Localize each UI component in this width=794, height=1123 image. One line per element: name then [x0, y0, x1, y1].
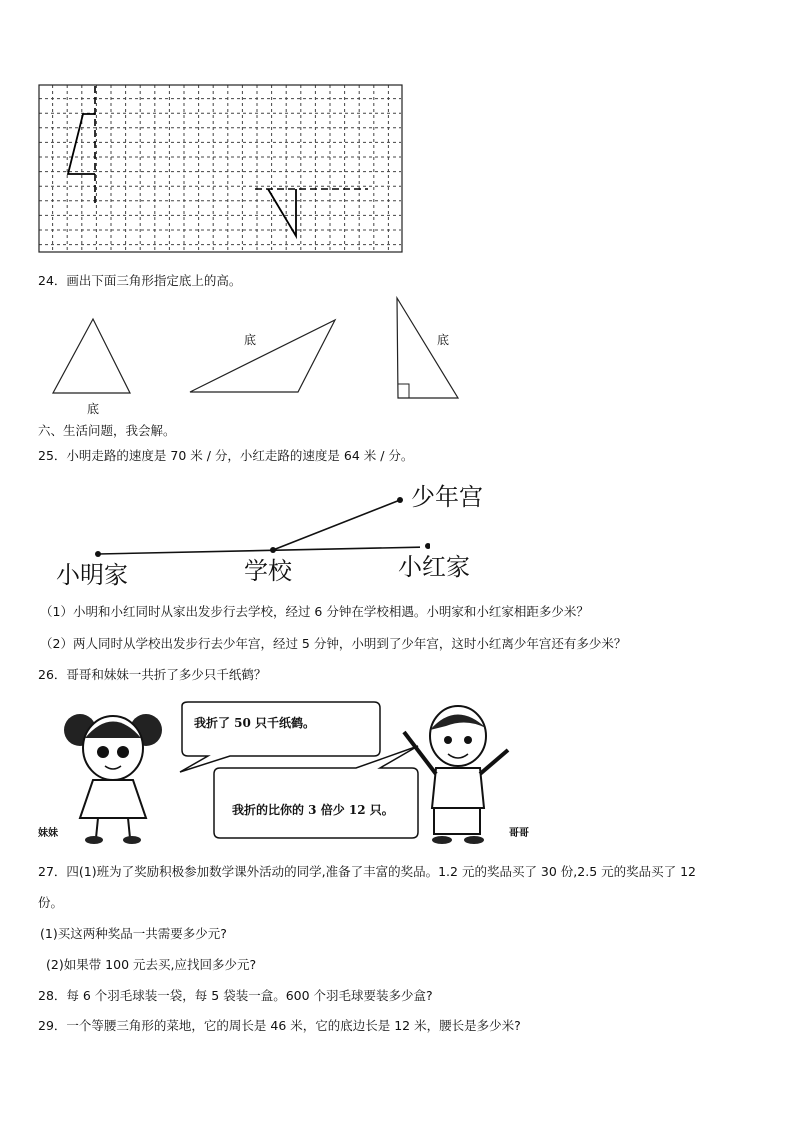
label-school: 学校	[244, 557, 292, 585]
route-school-to-palace	[273, 500, 400, 550]
question-27-part-1: (1)买这两种奖品一共需要多少元?	[40, 926, 227, 941]
grid-border	[39, 85, 402, 252]
grid-lines	[39, 85, 401, 251]
route-home-to-home	[98, 547, 420, 554]
question-25: 25．小明走路的速度是 70 米 / 分，小红走路的速度是 64 米 / 分。	[38, 448, 414, 463]
sister-label: 妹妹	[38, 828, 58, 839]
point-youth-palace	[397, 497, 403, 503]
point-school	[270, 547, 276, 553]
question-26: 26．哥哥和妹妹一共折了多少只千纸鹤？	[38, 667, 267, 682]
triangles-figure	[40, 290, 480, 410]
grid-figure	[38, 84, 404, 254]
section-6-heading: 六、生活问题，我会解。	[38, 423, 176, 438]
sister-illustration	[58, 700, 168, 845]
question-25-part-1: （1）小明和小红同时从家出发步行去学校，经过 6 分钟在学校相遇。小明家和小红家相距多少米？	[40, 604, 589, 619]
point-xiaoming-home	[95, 551, 101, 557]
right-angle-mark	[398, 384, 409, 398]
question-27-line-2: 份。	[38, 895, 64, 910]
question-25-part-2: （2）两人同时从学校出发步行去少年宫，经过 5 分钟，小明到了少年宫，这时小红离少年宫还有多少米？	[40, 636, 627, 651]
question-27-part-2: (2)如果带 100 元去买,应找回多少元?	[46, 957, 257, 972]
route-diagram	[90, 490, 420, 560]
half-triangle	[268, 189, 296, 236]
point-xiaohong-home-svg	[420, 540, 430, 550]
label-xiaoming-home: 小明家	[56, 561, 128, 589]
question-29: 29．一个等腰三角形的菜地，它的周长是 46 米，它的底边长是 12 米，腰长是多少米?	[38, 1018, 521, 1033]
bubble-sister-shape	[180, 702, 380, 772]
question-24: 24．画出下面三角形指定底上的高。	[38, 273, 242, 288]
question-28: 28．每 6 个羽毛球装一袋，每 5 袋装一盒。600 个羽毛球要装多少盒?	[38, 988, 433, 1003]
brother-label: 哥哥	[509, 828, 529, 839]
triangle-2-base-label: 底	[244, 333, 257, 347]
triangle-1-base-label: 底	[87, 402, 100, 416]
triangle-2	[190, 320, 335, 392]
bubble-sister-text: 我折了 50 只千纸鹤。	[194, 716, 316, 730]
bubble-brother-shape	[214, 746, 418, 838]
bubble-brother-text: 我折的比你的 3 倍少 12 只。	[232, 803, 394, 817]
triangle-1	[53, 319, 130, 393]
triangle-3-base-label: 底	[437, 333, 450, 347]
label-xiaohong-home: 小红家	[398, 553, 470, 581]
point-xiaohong-home	[425, 543, 430, 549]
question-27-line-1: 27．四(1)班为了奖励积极参加数学课外活动的同学,准备了丰富的奖品。1.2 元的奖品买了 30 份,2.5 元的奖品买了 12	[38, 864, 696, 879]
triangle-3	[397, 298, 458, 398]
label-youth-palace: 少年宫	[411, 483, 483, 511]
brother-illustration	[396, 698, 521, 848]
